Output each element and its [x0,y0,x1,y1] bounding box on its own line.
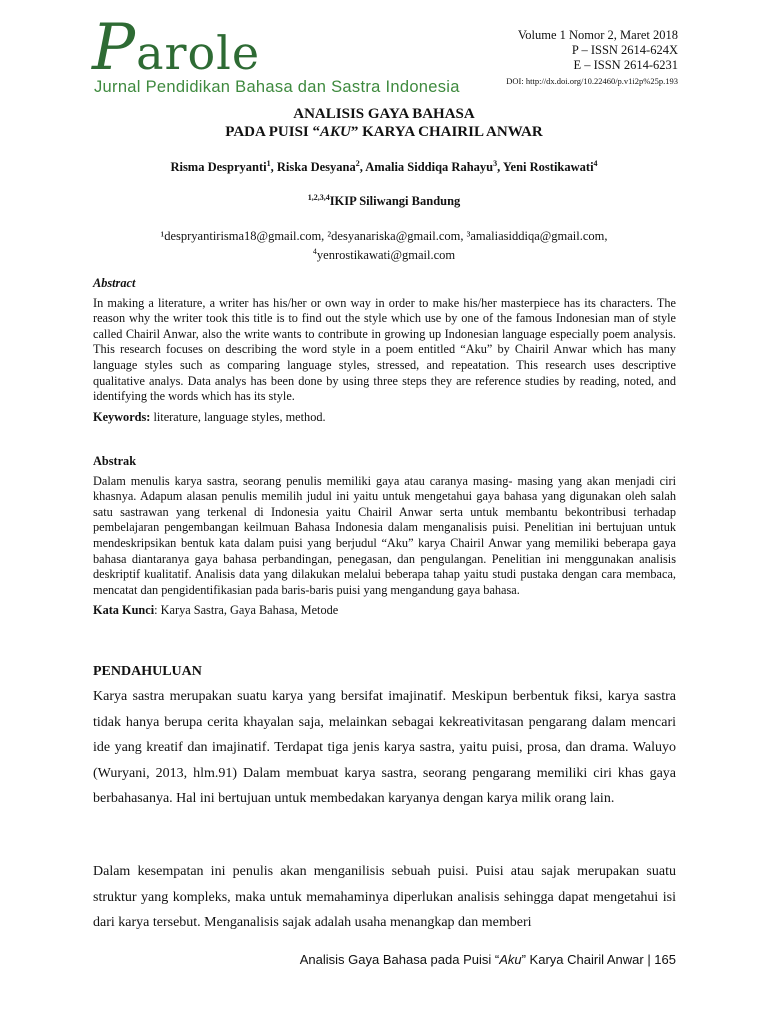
doi-link[interactable]: DOI: http://dx.doi.org/10.22460/p.v1i2p%25p.193 [506,76,678,86]
body-paragraph-2: Dalam kesempatan ini penulis akan menganilisis sebuah puisi. Puisi atau sajak merupakan suatu struktur yang kompleks, maka untuk memahaminya diperlukan analisis sehingga dapat mengetahui isi dari karya tersebut. Menganalisis sajak adalah usaha menangkap dan memberi [93,864,676,930]
author: Risma Despryanti$^1$, [170,159,277,175]
abstract-heading: Abstract [93,276,136,290]
emails-line1: ¹despryantirisma18@gmail.com, ²desyanariska@gmail.com, ³amaliasiddiqa@gmail.com, [160,229,608,243]
volume-number: Volume 1 Nomor 2, Maret 2018 [517,28,678,42]
abstract-section [93,276,676,425]
author: Amalia Siddiqa Rahayu$^3$, [365,159,503,175]
paper-title-line2: PADA PUISI “AKU” KARYA CHAIRIL ANWAR [225,124,543,140]
page-footer: Analisis Gaya Bahasa pada Puisi “Aku” Karya Chairil Anwar | 165 [299,952,676,967]
abstrak-heading: Abstrak [93,454,137,468]
emails-line2: $^4$yenrostikawati@gmail.com [312,247,456,263]
keywords: Keywords: literature, language styles, method. [93,409,326,424]
kata-kunci: Kata Kunci: Karya Sastra, Gaya Bahasa, Metode [93,603,339,618]
author-emails [0,228,768,263]
journal-logo [92,11,460,98]
body-paragraph-1: Karya sastra merupakan suatu karya yang bersifat imajinatif. Meskipun berbentuk fiksi, karya sastra tidak hanya berupa cerita khayalan saja, melainkan sebagai kekreativitasan pengarang dalam mencari ide yang kreatif dan imajinatif. Terdapat tiga jenis karya sastra, yaitu puisi, prosa, dan drama. Waluyo (Wuryani, 2013, hlm.91) Dalam membuat karya sastra, seorang pengarang memiliki ciri khas gaya berbahasanya. Hal ini bertujuan untuk membedakan karyanya dengan karya milik orang lain. [93,689,676,806]
section-heading: PENDAHULUAN [93,664,202,679]
abstrak-text: Dalam menulis karya sastra, seorang penulis memiliki gaya atau caranya masing- masing yang akan menjadi ciri khasnya. Adapum alasan penulis memilih judul ini yaitu untuk mengetahui gaya bahasa yang digunakan oleh salah satu sastrawan yang terkenal di Indonesia yaitu Chairil Anwar serta untuk membantu bekontribusi terhadap pembelajaran pengembangan keilmuan Bahasa Indonesia dalam menganalisis puisi. Penelitian ini bertujuan untuk mendeskripsikan bentuk kata dalam puisi yang berjudul “Aku” karya Chairil Anwar yang memiliki beberapa gaya bahasa diantaranya gaya bahasa perbandingan, penegasan, dan pengulangan. Penelitian ini menggunakan analisis deskriptif kualitatif. Analisis data yang dilakukan melalui beberapa tahap yaitu studi pustaka dengan cara membaca, mencatat dan pengidentifikasian pada baris-baris puisi yang mengandung gaya bahasa. [93,473,676,597]
e-issn: E – ISSN 2614-6231 [573,58,678,72]
abstrak-section [93,454,676,619]
author-list [0,159,768,175]
p-issn: P – ISSN 2614-624X [571,43,678,57]
author: Yeni Rostikawati$^4$ [502,159,598,175]
author: Riska Desyana$^2$, [276,159,366,175]
journal-name: Parole [92,11,261,85]
journal-subtitle: Jurnal Pendidikan Bahasa dan Sastra Indonesia [94,78,460,96]
affiliation: $^{1,2,3,4}$IKIP Siliwangi Bandung [307,193,461,209]
abstract-text: In making a literature, a writer has his/her or own way in order to make his/her masterpiece has its characters. The reason why the writer took this title is to find out the style which use by one of the famous Indonesian man of style called Chairil Anwar, also the write wants to contribute in growing up Indonesian language especially poem analysis. This research focuses on describing the word style in a poem entitled “Aku” by Chairil Anwar which has many language styles such as comparing language styles, stressed, and repeatation. This research uses descriptive qualitative analys. Data analys has been done by using three steps they are reference studies by reading, noted, and identifying the words which has its style. [93,295,676,404]
volume-info [506,28,678,89]
paper-title-line1: ANALISIS GAYA BAHASA [293,106,475,122]
